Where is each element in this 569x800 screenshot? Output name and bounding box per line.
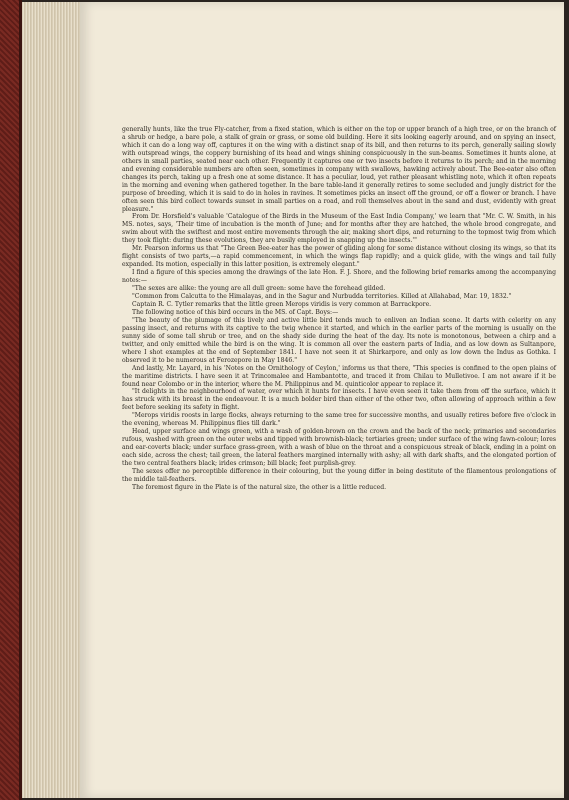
book-page	[80, 2, 564, 798]
paragraph: Captain R. C. Tytler remarks that the little green Merops viridis is very common at Barrackpore.	[132, 300, 432, 308]
paragraph: The foremost figure in the Plate is of the natural size, the other is a little reduced.	[132, 483, 387, 491]
page-stack-edges	[22, 2, 80, 798]
paragraph: From Dr. Horsfield's valuable 'Catalogue of the Birds in the Museum of the East India Company,' we learn that "Mr. C. W. Smith, in his MS. notes, says, 'Their time of incubation is the month of June; and for months after they are hatched, the whole brood congregate, and swim about with the swiftest and most entire movements through the air, making short dips, and returning to the topmost twig from which they took flight: during these evolutions, they are busily employed in snapping up the insects.'"	[122, 213, 556, 245]
paragraph: And lastly, Mr. Layard, in his 'Notes on the Ornithology of Ceylon,' informs us that there, "This species is confined to the open plains of the maritime districts. I have seen it at Trincomalee and Hambantotte, and traced it from Chilau to Mulletivoe. I am not aware if it be found near Colombo or in the interior, where the M. Philippinus and M. quinticolor appear to replace it.	[122, 364, 556, 388]
paragraph: The following notice of this bird occurs in the MS. of Capt. Boys:—	[132, 308, 339, 316]
paragraph: Mr. Pearson informs us that "The Green Bee-eater has the power of gliding along for some distance without closing its wings, so that its flight consists of two parts,—a rapid commencement, in which the wings flap rapidly; and a quick glide, with the wings and tail fully expanded. Its motion, especially in this latter position, is extremely elegant."	[122, 245, 556, 269]
paragraph: "Common from Calcutta to the Himalayas, and in the Sagur and Nurbudda territories. Killed at Allahabad, Mar. 19, 1832."	[132, 293, 512, 301]
body-text	[122, 126, 556, 492]
paragraph: "The beauty of the plumage of this lively and active little bird tends much to enliven an Indian scene. It darts with celerity on any passing insect, and returns with its captive to the twig whence it started, and which in the earlier parts of the morning is usually on the sunny side of some tall shrub or tree, and on the shady side during the heat of the day. Its note is monotonous, between a chirp and a twitter, and only emitted while the bird is on the wing. It is common all over the eastern parts of India, and as low down as Sultanpore, where I shot examples at the end of September 1841. I have not seen it at Shirkarpore, and only as low down the Indus as Gothka. I observed it to be numerous at Ferozepore in May 1846."	[122, 316, 556, 364]
paragraph: I find a figure of this species among the drawings of the late Hon. F. J. Shore, and the following brief remarks among the accompanying notes:—	[122, 269, 556, 285]
book-cover-edge	[0, 0, 22, 800]
paragraph: Head, upper surface and wings green, with a wash of golden-brown on the crown and the back of the neck; primaries and secondaries rufous, washed with green on the outer webs and tipped with brownish-black; tertiaries green; under surface of the wing fawn-colour; lores and ear-coverts black; under surface grass-green, with a wash of blue on the throat and a conspicuous streak of black, ending in a point on each side, across the chest; tail green, the lateral feathers margined internally with ashy; all with dark shafts, and the elongated portion of the two central feathers black; irides crimson; bill black; feet purplish-grey.	[122, 428, 556, 468]
paragraph: "It delights in the neighbourhood of water, over which it hunts for insects. I have even seen it take them from off the surface, which it has struck with its breast in the endeavour. It is a much bolder bird than either of the other two, often allowing of approach within a few feet before seeking its safety in flight.	[122, 388, 556, 412]
paragraph: generally hunts, like the true Fly-catcher, from a fixed station, which is either on the top or upper branch of a high tree, or on the branch of a shrub or hedge, a bare pole, a stalk of grain or grass, or some old building. Here it sits looking eagerly around, and on spying an insect, which it can do a long way off, captures it on the wing with a distinct snap of its bill, and then returns to its perch, generally sailing slowly with outspread wings, the coppery burnishing of its head and wings shining conspicuously in the sun-beams. Sometimes it hunts alone, at others in small parties, seated near each other. Frequently it captures one or two insects before it returns to its perch; and in the morning and evening considerable numbers are often seen, sometimes in company with swallows, hawking actively about. The Bee-eater also often changes its perch, taking up a fresh one at some distance. It has a peculiar, loud, yet rather pleasant whistling note, which it often repeats in the morning and evening when gathered together. In the bare table-land it generally retires to some secluded and jungly district for the purpose of breeding, which it is said to do in holes in ravines. It sometimes picks an insect off the ground, or off a flower or branch. I have often seen this bird collect towards sunset in small parties on a road, and roll themselves about in the sand and dust, evidently with great pleasure."	[122, 126, 556, 213]
paragraph: The sexes offer no perceptible difference in their colouring, but the young differ in being destitute of the filamentous prolongations of the middle tail-feathers.	[122, 467, 556, 483]
paragraph: "Merops viridis roosts in large flocks, always returning to the same tree for successive months, and usually retires before five o'clock in the evening, whereas M. Philippinus flies till dark."	[122, 412, 556, 428]
paragraph: "The sexes are alike: the young are all dull green: some have the forehead gilded.	[132, 285, 386, 293]
